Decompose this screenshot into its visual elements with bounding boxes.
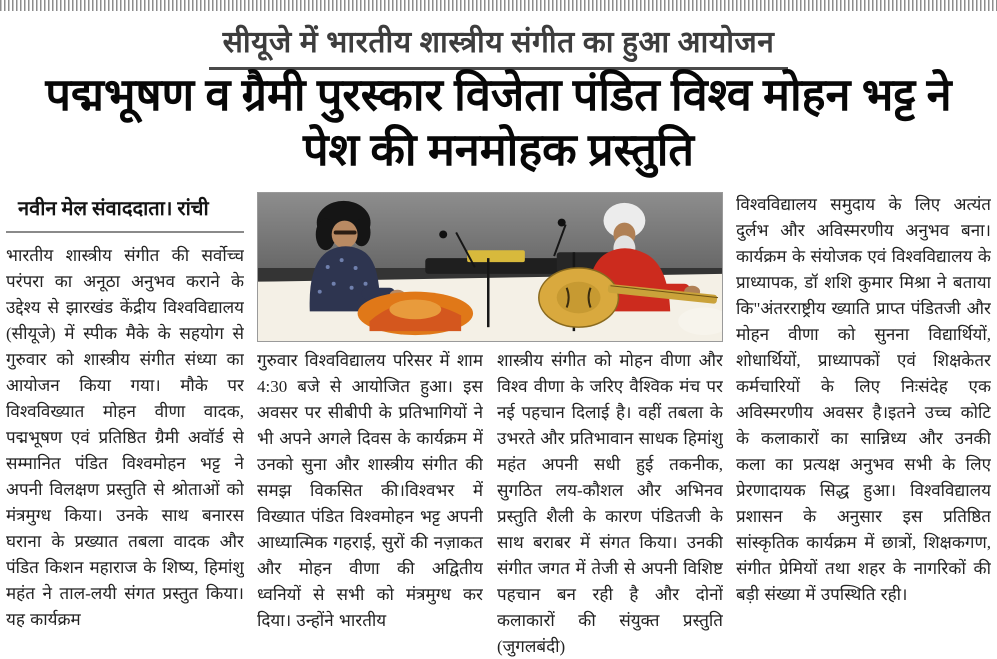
headline: पद्मभूषण व ग्रैमी पुरस्कार विजेता पंडित विश्व मोहन भट्ट ने पेश की मनमोहक प्रस्तुति xyxy=(45,70,952,175)
middle-section xyxy=(257,192,723,659)
byline: नवीन मेल संवाददाता। रांची xyxy=(6,192,244,233)
column-4-text: विश्वविद्यालय समुदाय के लिए अत्यंत दुर्लभ और अविस्मरणीय अनुभव बना। कार्यक्रम के संयोजक एवं विश्वविद्यालय के प्राध्यापक, डॉ शशि कुमार मिश्रा ने बताया कि"अंतरराष्ट्रीय ख्याति प्राप्त पंडितजी और मोहन वीणा को सुनना विद्यार्थियों, शोधार्थियों, प्राध्यापकों एवं शिक्षकेतर कर्मचारियों के लिए निःसंदेह एक अविस्मरणीय अवसर है।इतने उच्च कोटि के कलाकारों का सान्निध्य और उनकी कला का प्रत्यक्ष अनुभव सभी के लिए प्रेरणादायक सिद्ध हुआ। विश्वविद्यालय प्रशासन के अनुसार इस प्रतिष्ठित सांस्कृतिक कार्यक्रम में छात्रों, शिक्षकगण, संगीत प्रेमियों तथा शहर के नागरिकों की बड़ी संख्या में उपस्थिति रही। xyxy=(736,195,991,604)
column-1 xyxy=(6,192,244,659)
column-3-text: शास्त्रीय संगीत को मोहन वीणा और विश्व वीणा के जरिए वैश्विक मंच पर नई पहचान दिलाई है। वहीं तबला के उभरते और प्रतिभावान साधक हिमांशु महंत अपनी सधी हुई तकनीक, सुगठित लय-कौशल और अभिनव प्रस्तुति शैली के कारण पंडितजी के साथ बराबर में संगत किया। उनकी संगीत जगत में तेजी से अपनी विशिष्ट पहचान बन रही है और दोनों कलाकारों की संयुक्त प्रस्तुति (जुगलबंदी) xyxy=(497,351,723,656)
column-1-text: भारतीय शास्त्रीय संगीत की सर्वोच्च परंपरा का अनूठा अनुभव कराने के उद्देश्य से झारखंड केंद्रीय विश्वविद्यालय (सीयूजे) में स्पीक मैके के सहयोग से गुरुवार को शास्त्रीय संगीत संध्या का आयोजन किया गया। मौके पर विश्वविख्यात मोहन वीणा वादक, पद्मभूषण एवं प्रतिष्ठित ग्रैमी अवॉर्ड से सम्मानित पंडित विश्वमोहन भट्ट ने अपनी विलक्षण प्रस्तुति से श्रोताओं को मंत्रमुग्ध किया। उनके साथ बनारस घराना के प्रख्यात तबला वादक और पंडित किशन महाराज के शिष्य, हिमांशु महंत ने ताल-लयी संगत प्रस्तुत किया। यह कार्यक्रम xyxy=(6,246,244,629)
kicker: सीयूजे में भारतीय शास्त्रीय संगीत का हुआ आयोजन xyxy=(209,20,789,70)
kicker-row xyxy=(0,20,997,70)
print-edge-pattern xyxy=(0,0,997,11)
column-2-text: गुरुवार विश्वविद्यालय परिसर में शाम 4:30 बजे से आयोजित हुआ। इस अवसर पर सीबीपी के प्रतिभागियों ने भी अपने अगले दिवस के कार्यक्रम में उनको सुना और शास्त्रीय संगीत की समझ विकसित की।विश्वभर में विख्यात पंडित विश्वमोहन भट्ट अपनी आध्यात्मिक गहराई, सुरों की नज़ाकत और मोहन वीणा की अद्वितीय ध्वनियों से सभी को मंत्रमुग्ध कर दिया। उन्होंने भारतीय xyxy=(257,351,483,630)
column-4 xyxy=(736,192,991,659)
concert-photo xyxy=(257,192,723,342)
middle-columns xyxy=(257,348,723,659)
article-body xyxy=(6,192,991,659)
